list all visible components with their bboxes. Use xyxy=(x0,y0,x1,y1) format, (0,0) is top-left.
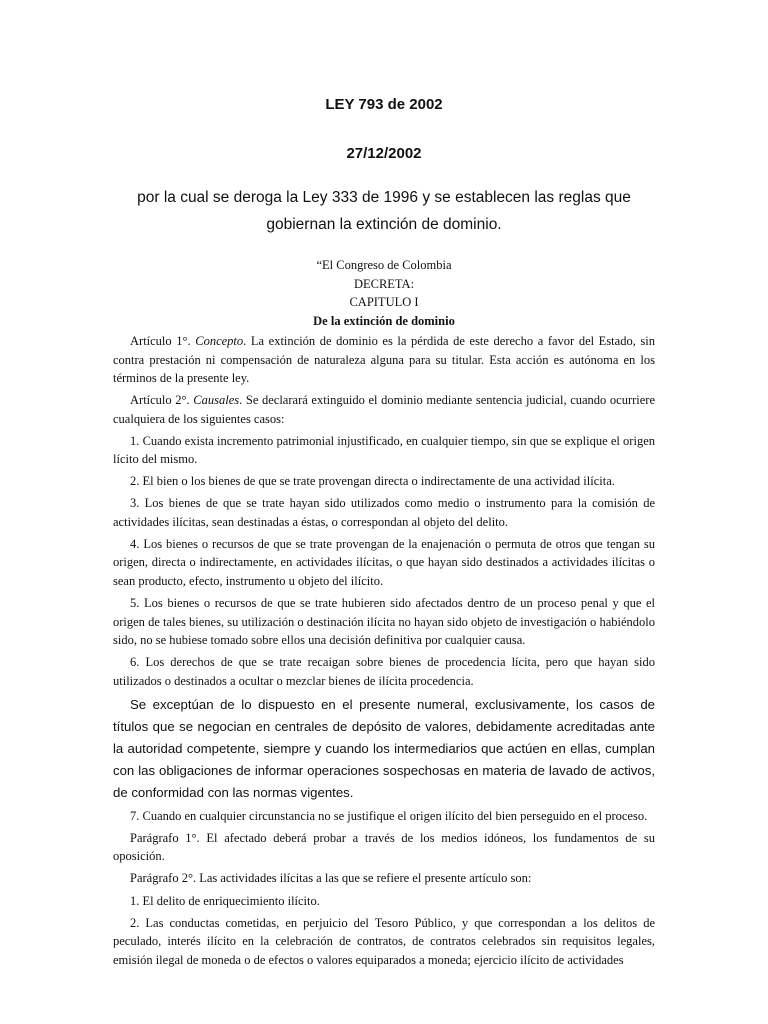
list-item: 2. Las conductas cometidas, en perjuicio del Tesoro Público, y que correspondan a los delitos de peculado, interés ilícito en la celebración de contratos, de contratos celebrados sin requisitos legales, emisión ilegal de moneda o de efectos o valores equiparados a moneda; ejercicio ilícito de actividades xyxy=(113,915,655,967)
list-item: 1. El delito de enriquecimiento ilícito. xyxy=(130,893,320,908)
article-2-term: Causales xyxy=(193,393,240,408)
law-date: 27/12/2002 xyxy=(346,145,422,162)
article-2-text: . Se declarará extinguido el dominio mediante sentencia judicial, cuando ocurriere cualquiera de los siguientes casos: xyxy=(113,393,656,426)
document-body xyxy=(113,332,655,969)
article-1 xyxy=(113,332,655,391)
list-item: 4. Los bienes o recursos de que se trate provengan de la enajenación o permuta de otros que tengan su origen, directa o indirectamente, en actividades ilícitas, o que hayan sido destinados a actividades ilícitas o sean producto, efecto, instrumento u objeto del ilícito. xyxy=(113,536,655,588)
list-item: 2. El bien o los bienes de que se trate provengan directa o indirectamente de una actividad ilícita. xyxy=(130,474,615,489)
paragrafo-2: Parágrafo 2°. Las actividades ilícitas a las que se refiere el presente artículo son: xyxy=(130,871,532,886)
article-1-text: . La extinción de dominio es la pérdida de este derecho a favor del Estado, sin contra prestación ni compensación de naturaleza alguna para su titular. Esta acción es autónoma en los términos de la presente ley. xyxy=(113,334,656,385)
heading-block xyxy=(0,256,768,330)
chapter-title: De la extinción de dominio xyxy=(313,313,455,328)
article-1-label: Artículo 1°. xyxy=(130,334,196,348)
list-item: 5. Los bienes o recursos de que se trate hubieren sido afectados dentro de un proceso penal y que el origen de tales bienes, su utilización o destinación ilícita no hayan sido objeto de investigación o habiéndolo sido, no se hubiese tomado sobre ellos una decisión definitiva por cualquier causa. xyxy=(113,596,655,648)
decreta-heading: DECRETA: xyxy=(353,276,415,291)
law-title: LEY 793 de 2002 xyxy=(325,96,443,113)
preamble: “El Congreso de Colombia xyxy=(316,258,452,272)
article-2-label: Artículo 2°. xyxy=(130,393,194,408)
list-item: 7. Cuando en cualquier circunstancia no se justifique el origen ilícito del bien perseguido en el proceso. xyxy=(130,808,648,823)
chapter-heading: CAPITULO I xyxy=(349,295,419,309)
exception-paragraph: Se exceptúan de lo dispuesto en el presente numeral, exclusivamente, los casos de títulos que se negocian en centrales de depósito de valores, debidamente acreditadas ante la autoridad competente, siempre y cuando los intermediarios que actúen en ellas, cumplan con las obligaciones de informar operaciones sospechosas en materia de lavado de activos, de conformidad con las normas vigentes. xyxy=(113,696,655,800)
list-item: 3. Los bienes de que se trate hayan sido utilizados como medio o instrumento para la comisión de actividades ilícitas, sean destinadas a éstas, o correspondan al objeto del delito. xyxy=(113,496,655,529)
list-item: 1. Cuando exista incremento patrimonial injustificado, en cualquier tiempo, sin que se explique el origen lícito del mismo. xyxy=(113,433,655,467)
law-subtitle: por la cual se deroga la Ley 333 de 1996 y se establecen las reglas que gobiernan la extinción de dominio. xyxy=(137,189,631,233)
list-item: 6. Los derechos de que se trate recaigan sobre bienes de procedencia lícita, pero que hayan sido utilizados o destinados a ocultar o mezclar bienes de ilícita procedencia. xyxy=(113,655,655,688)
article-1-term: Concepto xyxy=(195,334,244,348)
paragrafo-1: Parágrafo 1°. El afectado deberá probar a través de los medios idóneos, los fundamentos de su oposición. xyxy=(113,830,655,864)
article-2 xyxy=(113,391,655,432)
